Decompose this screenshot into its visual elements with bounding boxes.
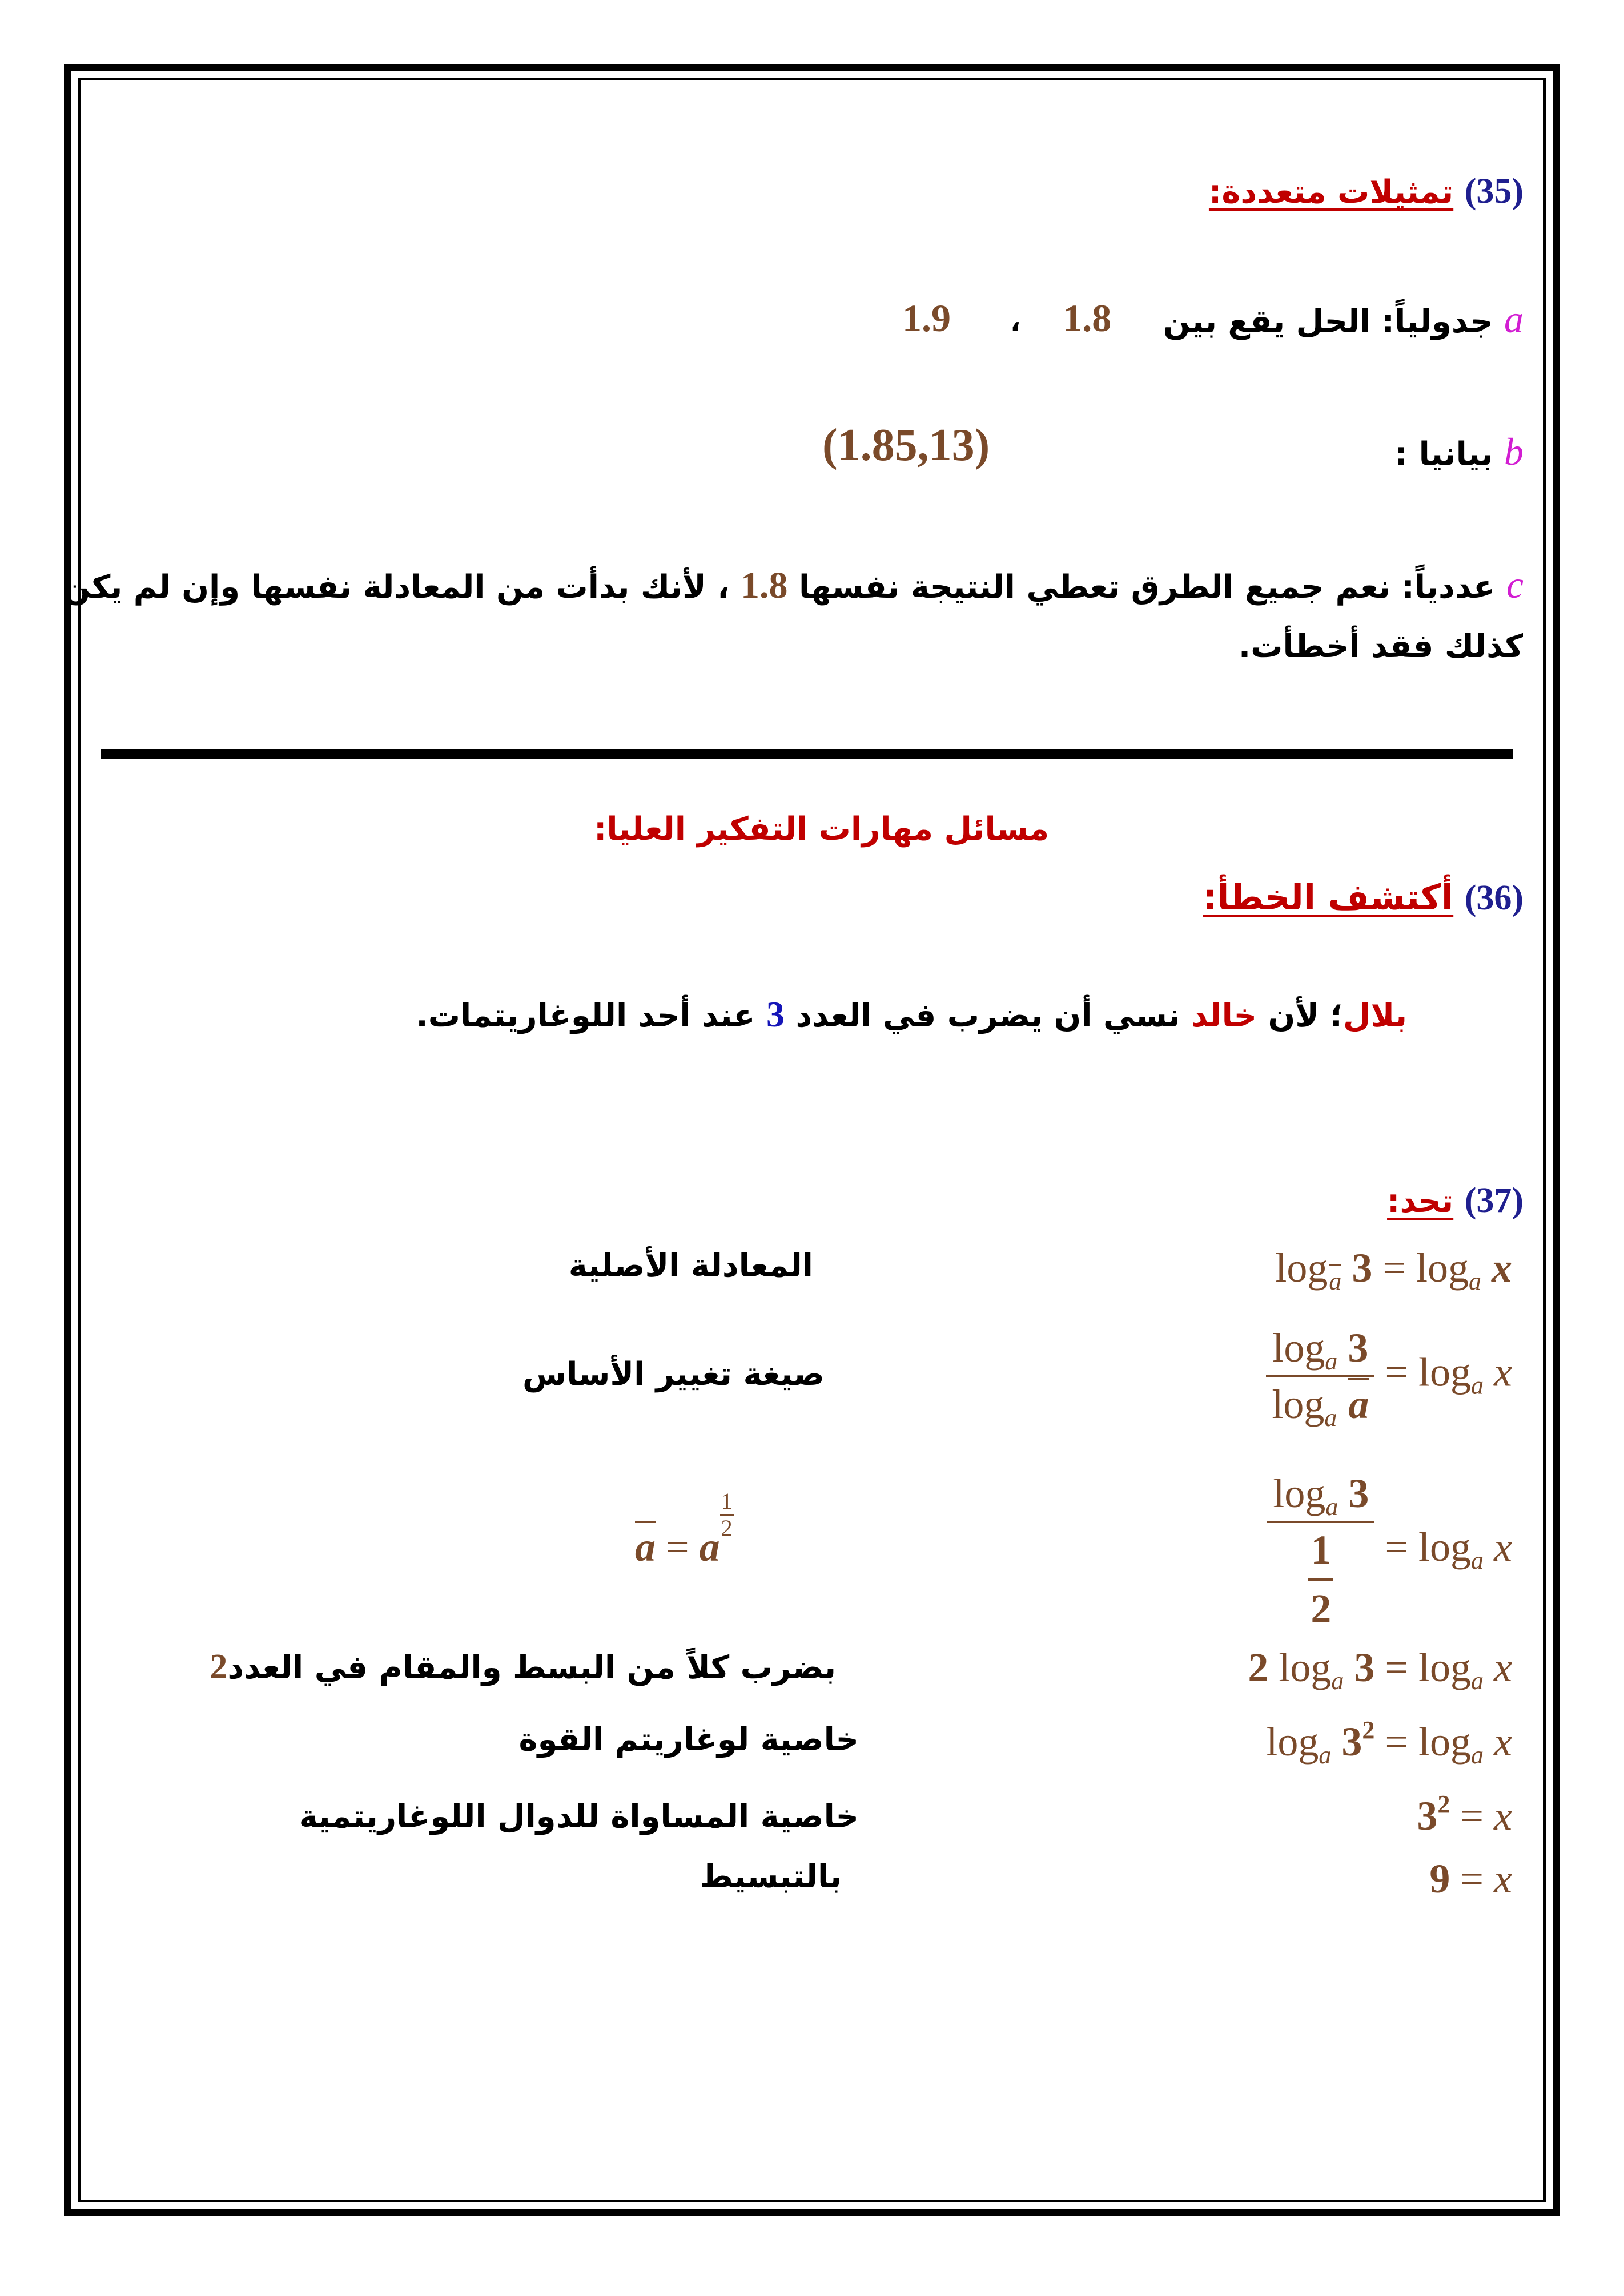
step1-eq: =	[1382, 1245, 1406, 1291]
q35-b-point: (1.85,13)	[822, 420, 990, 470]
step4-explanation-text: بضرب كلاً من البسط والمقام في العدد	[227, 1649, 836, 1686]
step2-den-sqrt: a	[1348, 1381, 1369, 1427]
q36-title: أكتشف الخطأ:	[1203, 876, 1454, 918]
q37-step6-explanation: خاصية المساواة للدوال اللوغاريتمية	[299, 1798, 859, 1835]
q35-number: (35)	[1464, 172, 1523, 211]
q35-a-sep: ،	[1010, 306, 1021, 338]
step7-rhs-var: x	[1494, 1856, 1512, 1902]
step6-exp: 2	[1437, 1790, 1450, 1818]
q35-c-text1: عددياً: نعم جميع الطرق تعطي النتيجة نفسها	[799, 569, 1496, 606]
q35-part-b	[1395, 429, 1523, 474]
step4-coef: 2	[1248, 1645, 1269, 1690]
step2-den-base: a	[1324, 1404, 1337, 1432]
q37-step3-note	[634, 1490, 734, 1571]
step3-eq: =	[1385, 1524, 1409, 1570]
q37-step7-equation	[1429, 1855, 1512, 1903]
step1-rhs-base: a	[1469, 1267, 1481, 1295]
q35-title: تمثيلات متعددة:	[1208, 174, 1454, 211]
q35-c-value: 1.8	[741, 565, 788, 606]
step5-rhs-log: log	[1418, 1719, 1472, 1765]
q36-answer	[416, 993, 1407, 1036]
step2-num-log: log	[1272, 1325, 1325, 1371]
q35-b-text: بيانيا :	[1394, 436, 1493, 473]
q35-a-text: جدولياً: الحل يقع بين	[1163, 303, 1493, 340]
q35-c-text2: ، لأنك بدأت من المعادلة نفسها وإن لم يكن	[63, 569, 730, 606]
step3-rhs-var: x	[1494, 1524, 1512, 1570]
step2-eq: =	[1385, 1349, 1409, 1395]
step5-rhs-var: x	[1494, 1719, 1512, 1765]
q37-step3-equation	[1267, 1470, 1512, 1633]
step2-num-arg: 3	[1348, 1325, 1369, 1371]
step5-log: log	[1266, 1719, 1319, 1765]
q35-part-c	[63, 562, 1523, 607]
q35-heading	[1209, 171, 1523, 212]
q37-step6-equation	[1417, 1790, 1512, 1840]
step6-eq: =	[1460, 1793, 1484, 1839]
step4-rhs-base: a	[1471, 1667, 1484, 1695]
step3-den-num: 1	[1308, 1526, 1333, 1581]
step1-arg: 3	[1352, 1245, 1373, 1291]
step3-rhs-base: a	[1471, 1546, 1484, 1575]
step1-base: a	[1329, 1267, 1342, 1295]
higher-order-heading: مسائل مهارات التفكير العليا:	[594, 811, 1050, 848]
step5-arg: 3	[1341, 1719, 1362, 1765]
step2-rhs-log: log	[1418, 1349, 1472, 1395]
q37-step4-equation	[1248, 1644, 1512, 1695]
q37-title: تحد:	[1387, 1183, 1454, 1220]
step5-exp: 2	[1362, 1716, 1375, 1744]
q36-name-bilal: بلال	[1342, 997, 1407, 1034]
q37-step4-explanation	[210, 1647, 836, 1687]
step4-explanation-num: 2	[210, 1648, 228, 1686]
q37-step1-explanation: المعادلة الأصلية	[568, 1247, 813, 1284]
step3-num-log: log	[1273, 1471, 1326, 1516]
step3-den-den: 2	[1311, 1586, 1332, 1632]
step5-eq: =	[1385, 1719, 1409, 1765]
q37-step2-equation	[1266, 1324, 1512, 1432]
q36-text1: ؛ لأن	[1268, 997, 1343, 1034]
step2-fraction	[1266, 1324, 1374, 1432]
step4-rhs-log: log	[1418, 1645, 1472, 1690]
step7-eq: =	[1460, 1856, 1484, 1902]
q36-name-khaled: خالد	[1191, 997, 1257, 1034]
q37-step7-explanation: بالتبسيط	[700, 1858, 842, 1895]
q35-a-v1: 1.8	[1063, 296, 1112, 340]
step3-note-exp-num: 1	[720, 1490, 734, 1516]
step2-rhs-base: a	[1471, 1371, 1484, 1400]
step5-base: a	[1319, 1741, 1332, 1769]
step4-log: log	[1279, 1645, 1332, 1690]
step6-lhs: 3	[1417, 1793, 1438, 1839]
step3-fraction	[1267, 1470, 1374, 1633]
step4-rhs-var: x	[1494, 1645, 1512, 1690]
step5-rhs-base: a	[1471, 1741, 1484, 1769]
step2-den-log: log	[1272, 1381, 1325, 1427]
q35-part-a	[1163, 297, 1523, 342]
q37-number: (37)	[1464, 1181, 1523, 1220]
step6-rhs-var: x	[1494, 1793, 1512, 1839]
q36-text3: عند أحد اللوغاريتمات.	[416, 997, 755, 1034]
step3-note-eq: =	[666, 1524, 689, 1570]
q37-heading	[1387, 1181, 1523, 1221]
step3-num-arg: 3	[1348, 1471, 1369, 1516]
step3-note-exp-den: 2	[721, 1515, 733, 1541]
q36-number-3: 3	[766, 994, 785, 1034]
q37-step5-equation	[1266, 1716, 1512, 1769]
step4-arg: 3	[1354, 1645, 1375, 1690]
q35-a-values	[902, 296, 1111, 341]
step1-rhs-log: log	[1416, 1245, 1469, 1291]
step1-log: log	[1275, 1245, 1328, 1291]
q35-a-v2: 1.9	[902, 296, 951, 340]
q36-text2: نسي أن يضرب في العدد	[795, 997, 1180, 1034]
step7-lhs: 9	[1429, 1856, 1450, 1902]
step4-eq: =	[1385, 1645, 1409, 1690]
q35-b-letter: b	[1504, 430, 1523, 473]
q36-number: (36)	[1464, 879, 1523, 917]
step4-base: a	[1331, 1667, 1344, 1695]
step3-num-base: a	[1325, 1493, 1338, 1521]
step3-note-base: a	[699, 1524, 720, 1570]
q37-step5-explanation: خاصية لوغاريتم القوة	[518, 1721, 859, 1758]
step3-rhs-log: log	[1418, 1524, 1472, 1570]
q36-heading	[1203, 876, 1523, 919]
step2-rhs-var: x	[1494, 1349, 1512, 1395]
q35-c-letter: c	[1506, 563, 1523, 606]
step1-rhs-var: x	[1492, 1245, 1512, 1291]
q37-step2-explanation: صيغة تغيير الأساس	[522, 1356, 825, 1393]
q37-step1-equation	[1275, 1244, 1512, 1295]
section-divider	[101, 749, 1513, 759]
q35-c-line2: كذلك فقد أخطأت.	[1238, 628, 1523, 665]
step3-note-sqrt: a	[635, 1524, 656, 1570]
q35-a-letter: a	[1504, 297, 1523, 341]
step2-num-base: a	[1325, 1347, 1338, 1375]
